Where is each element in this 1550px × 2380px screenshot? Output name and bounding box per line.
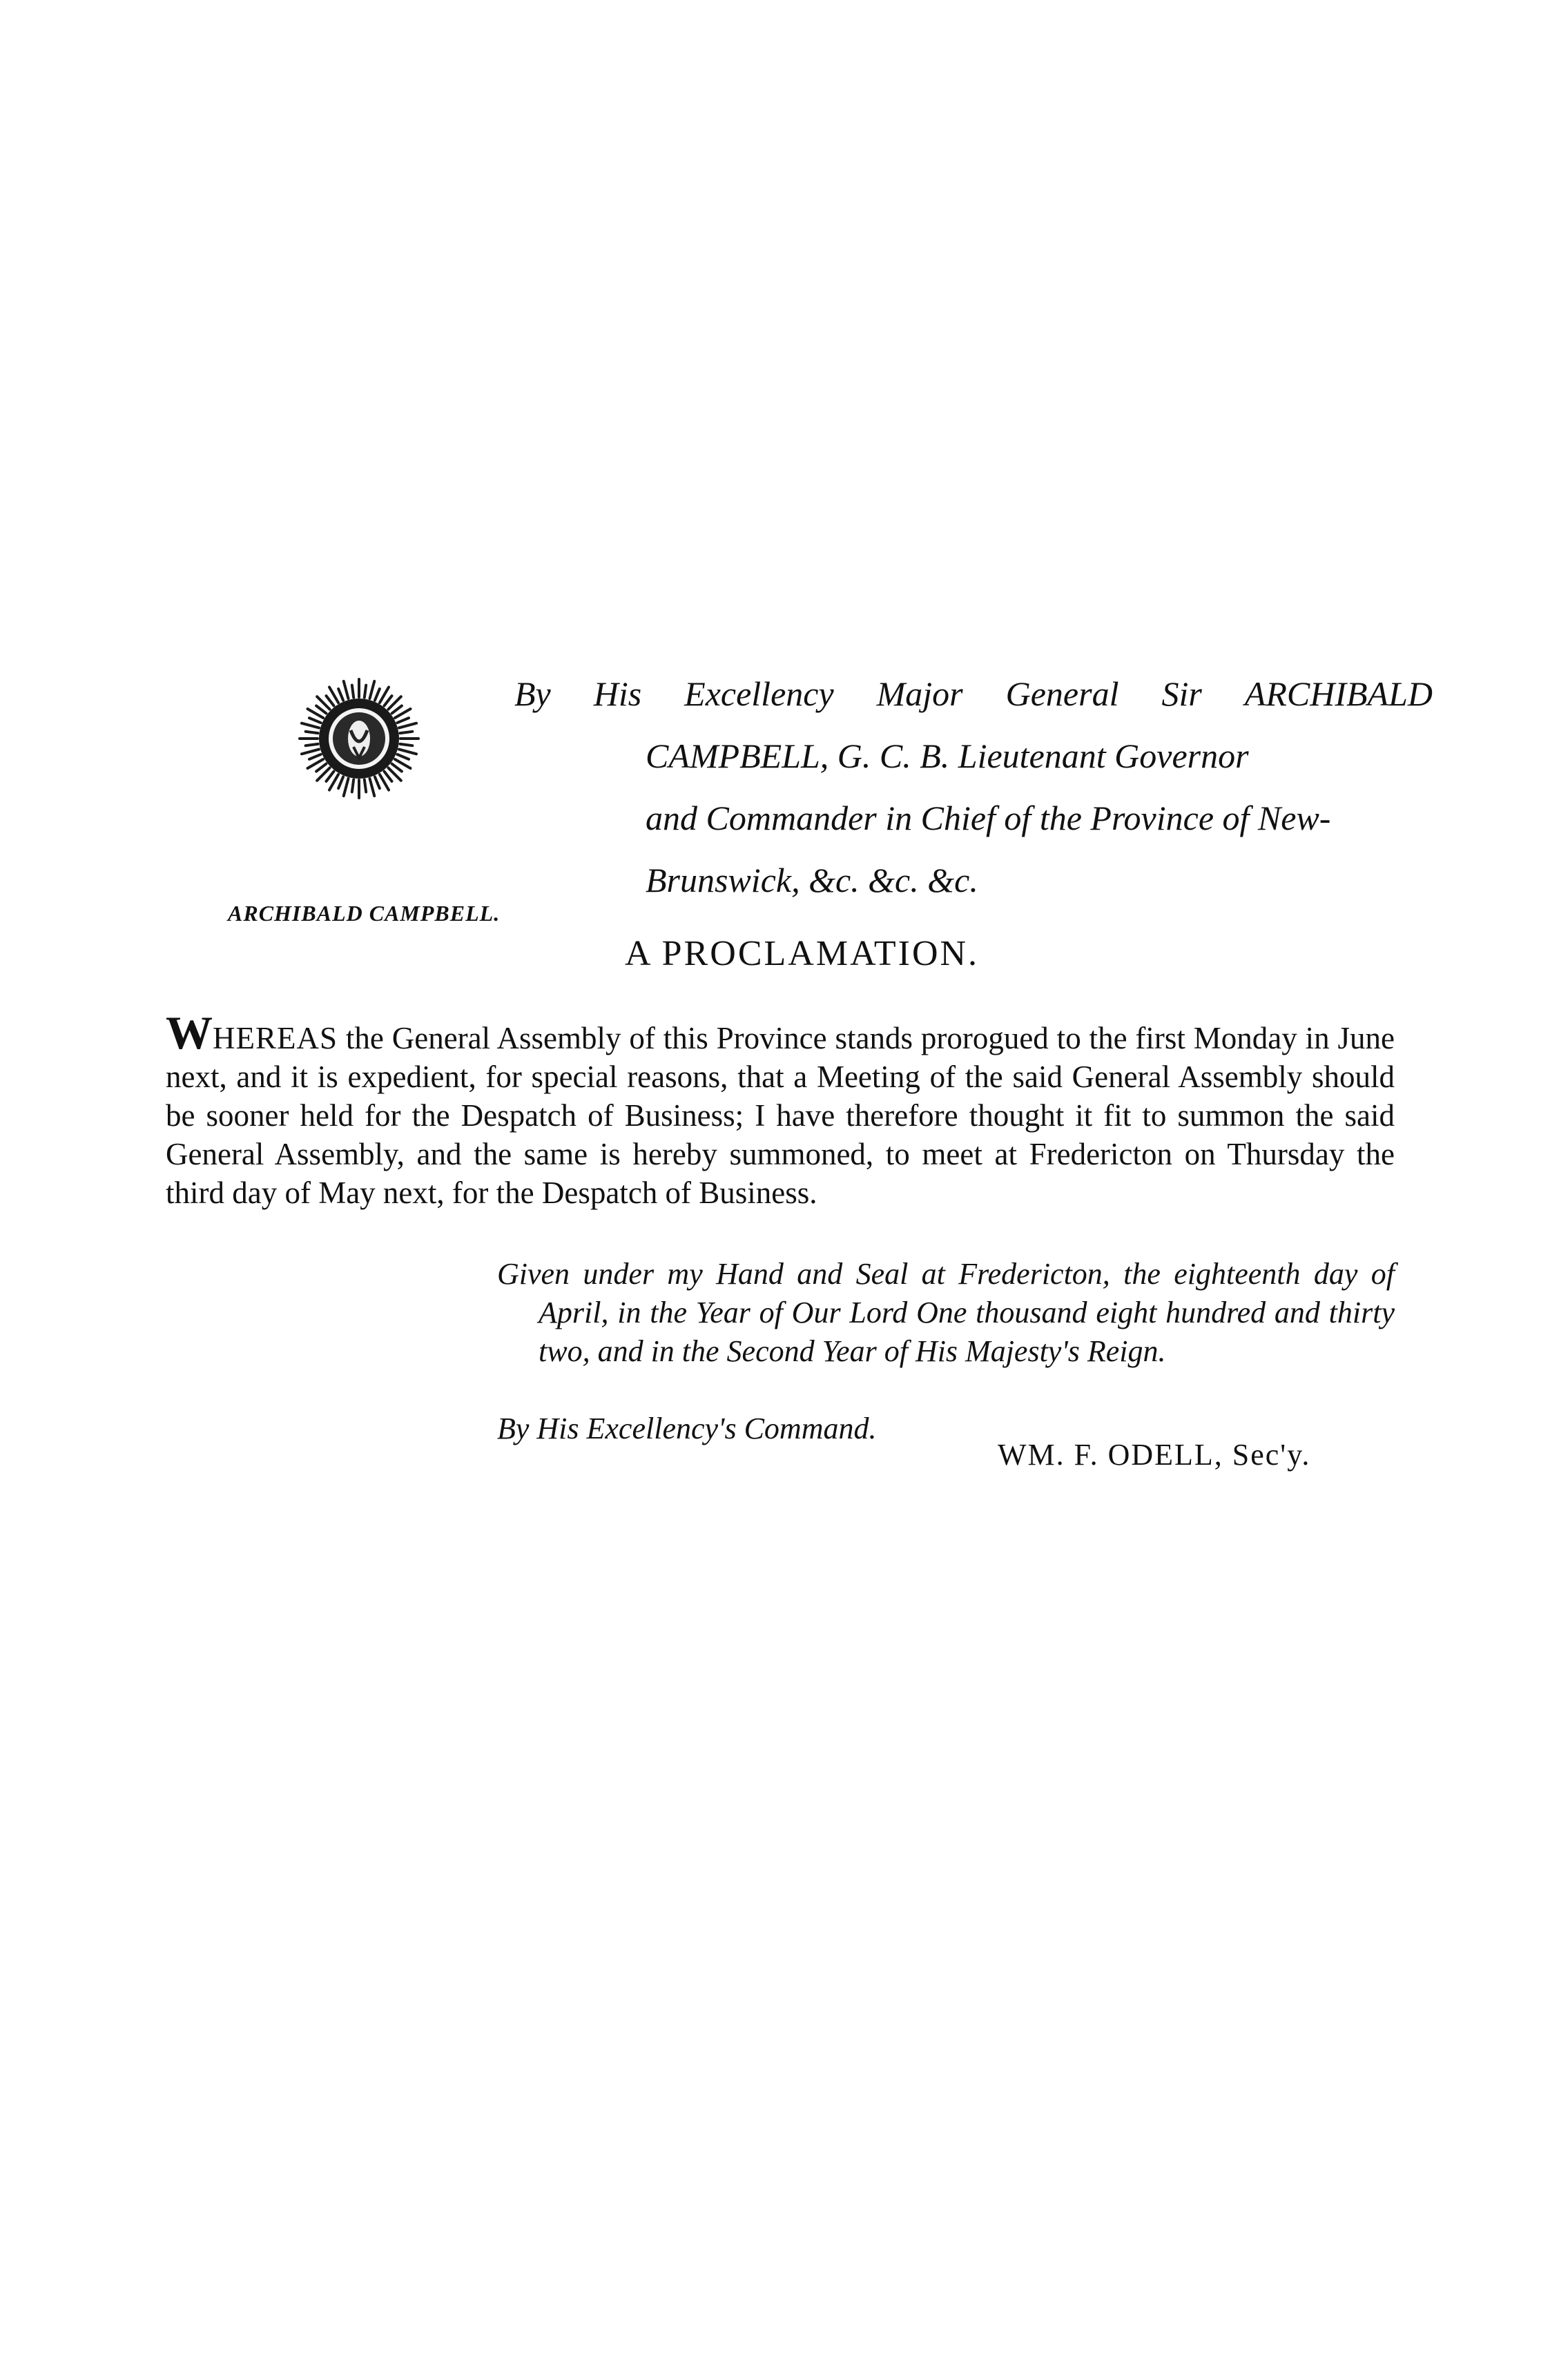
seal-ray — [370, 779, 375, 796]
seal-ray — [375, 689, 380, 701]
seal-ray — [365, 685, 366, 698]
header-line-2: CAMPBELL, G. C. B. Lieutenant Governor — [646, 737, 1249, 775]
proclamation-body — [166, 1006, 1395, 1212]
secretary-signature: WM. F. ODELL, Sec'y. — [998, 1438, 1311, 1472]
given-under-hand — [497, 1255, 1395, 1371]
seal-ray — [306, 732, 318, 733]
header-line-1 — [514, 663, 1433, 725]
header-word: Excellency — [684, 674, 834, 713]
governor-signature: ARCHIBALD CAMPBELL. — [228, 901, 501, 926]
seal-ray — [316, 706, 326, 714]
header-line-4: Brunswick, &c. &c. &c. — [646, 861, 978, 899]
seal-ray — [400, 732, 412, 733]
seal-ray — [306, 744, 318, 745]
proclamation-title: A PROCLAMATION. — [625, 934, 980, 973]
seal-ray — [302, 723, 319, 728]
official-seal-icon — [297, 676, 421, 801]
seal-ray — [352, 685, 353, 698]
seal-ray — [302, 750, 319, 754]
header-line-3: and Commander in Chief of the Province of New- — [646, 799, 1331, 837]
seal-ray — [400, 744, 412, 745]
seal-ray — [365, 779, 366, 792]
header-word: By — [514, 674, 551, 713]
seal-ray — [397, 718, 409, 723]
seal-ray — [344, 779, 349, 796]
first-word: HEREAS — [213, 1021, 338, 1055]
header-block — [514, 663, 1433, 911]
header-word: Major — [876, 674, 963, 713]
seal-ray — [327, 772, 334, 781]
by-command: By His Excellency's Command. — [497, 1412, 877, 1445]
seal-ray — [399, 723, 416, 728]
seal-ray — [309, 718, 321, 723]
header-word: ARCHIBALD — [1244, 674, 1433, 713]
seal-ray — [399, 750, 416, 754]
header-word: Sir — [1161, 674, 1202, 713]
seal-ray — [375, 777, 380, 788]
seal-ray — [397, 754, 409, 759]
seal-ray — [392, 706, 402, 714]
seal-ray — [309, 754, 321, 759]
header-word: His — [593, 674, 642, 713]
seal-ray — [385, 696, 392, 705]
seal-ray — [338, 689, 343, 701]
seal-ray — [338, 777, 343, 788]
header-word: General — [1005, 674, 1119, 713]
seal-ray — [327, 696, 334, 705]
seal-ray — [370, 681, 375, 699]
body-text: the General Assembly of this Province stands prorogued to the first Monday in June next, and it is expedient, for special reasons, that a Meeting of the said General Assembly should be sooner held for the Despatch of Business; I have therefore thought it fit to summon the said General Assembly, and the same is hereby summoned, to meet at Fredericton on Thursday the third day of May next, for the Despatch of Business. — [166, 1021, 1395, 1210]
seal-ray — [352, 779, 353, 792]
drop-cap: W — [166, 1006, 213, 1059]
seal-ray — [385, 772, 392, 781]
seal-ray — [344, 681, 349, 699]
seal-ray — [316, 764, 326, 772]
seal-ray — [392, 764, 402, 772]
given-text: Given under my Hand and Seal at Fredericton, the eighteenth day of April, in the Year of Our Lord One thousand eight hundred and thirty two, and in the Second Year of His Majesty's Reign. — [497, 1257, 1395, 1368]
